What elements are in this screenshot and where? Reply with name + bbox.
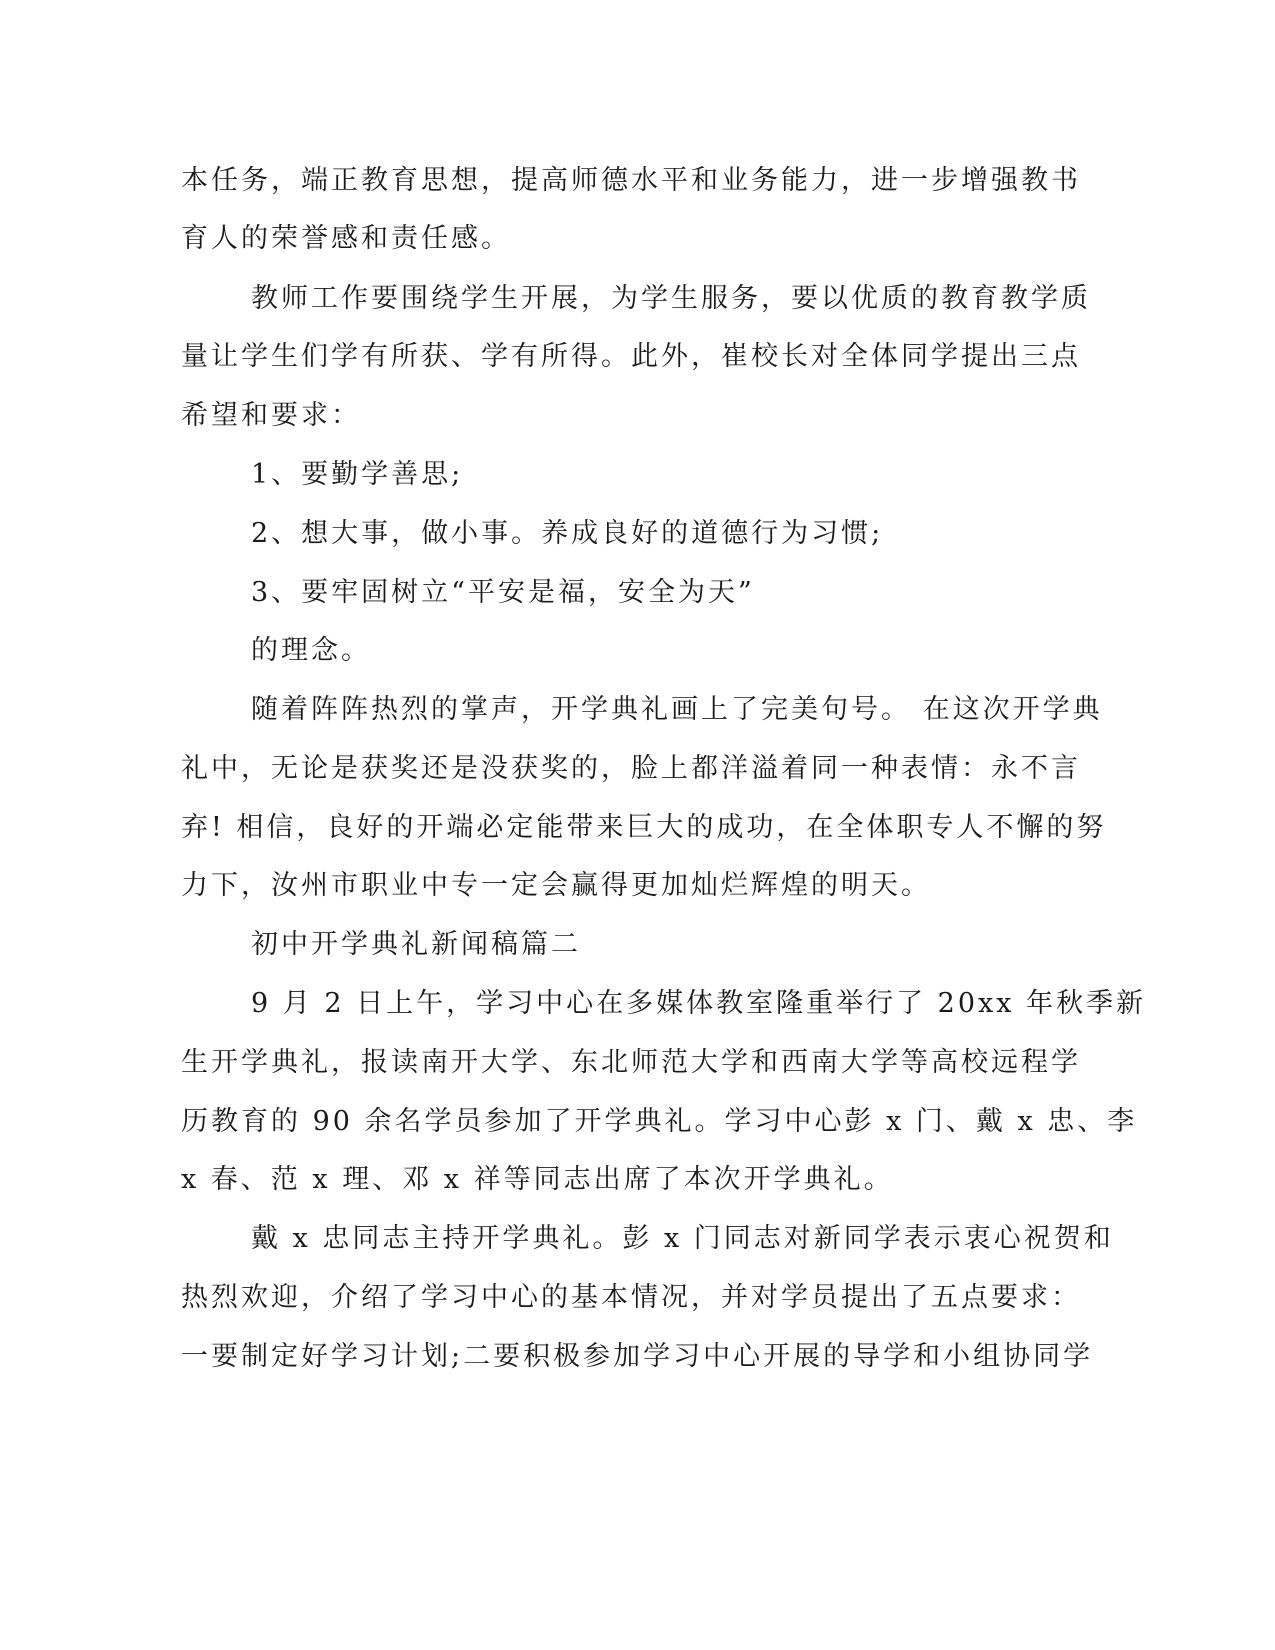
text-line: 一要制定好学习计划;二要积极参加学习中心开展的导学和小组协同学 (181, 1341, 1094, 1372)
text-line: 随着阵阵热烈的掌声，开学典礼画上了完美句号。 在这次开学典 (251, 694, 1103, 725)
text-line: 戴 x 忠同志主持开学典礼。彭 x 门同志对新同学表示衷心祝贺和 (251, 1223, 1114, 1254)
text-line: x 春、范 x 理、邓 x 祥等同志出席了本次开学典礼。 (181, 1164, 894, 1195)
section-heading: 初中开学典礼新闻稿篇二 (251, 929, 581, 960)
text-line: 的理念。 (251, 635, 371, 666)
text-line: 礼中，无论是获奖还是没获奖的，脸上都洋溢着同一种表情：永不言 (181, 753, 1081, 784)
text-line: 热烈欢迎，介绍了学习中心的基本情况，并对学员提出了五点要求： (181, 1282, 1081, 1313)
list-item: 2、想大事，做小事。养成良好的道德行为习惯; (251, 518, 884, 549)
text-line: 9 月 2 日上午，学习中心在多媒体教室隆重举行了 20xx 年秋季新 (251, 988, 1147, 1019)
list-item: 3、要牢固树立“平安是福，安全为天” (251, 577, 755, 608)
text-line: 本任务，端正教育思想，提高师德水平和业务能力，进一步增强教书 (181, 165, 1081, 196)
text-line: 教师工作要围绕学生开展，为学生服务，要以优质的教育教学质 (251, 283, 1091, 314)
text-line: 力下，汝州市职业中专一定会赢得更加灿烂辉煌的明天。 (181, 870, 931, 901)
text-line: 量让学生们学有所获、学有所得。此外，崔校长对全体同学提出三点 (181, 341, 1081, 372)
text-line: 希望和要求： (181, 400, 361, 431)
list-item: 1、要勤学善思; (251, 459, 464, 490)
text-line: 生开学典礼，报读南开大学、东北师范大学和西南大学等高校远程学 (181, 1047, 1081, 1078)
text-line: 历教育的 90 余名学员参加了开学典礼。学习中心彭 x 门、戴 x 忠、李 (181, 1106, 1138, 1137)
text-line: 弃! 相信，良好的开端必定能带来巨大的成功，在全体职专人不懈的努 (181, 812, 1107, 843)
text-line: 育人的荣誉感和责任感。 (181, 223, 511, 254)
